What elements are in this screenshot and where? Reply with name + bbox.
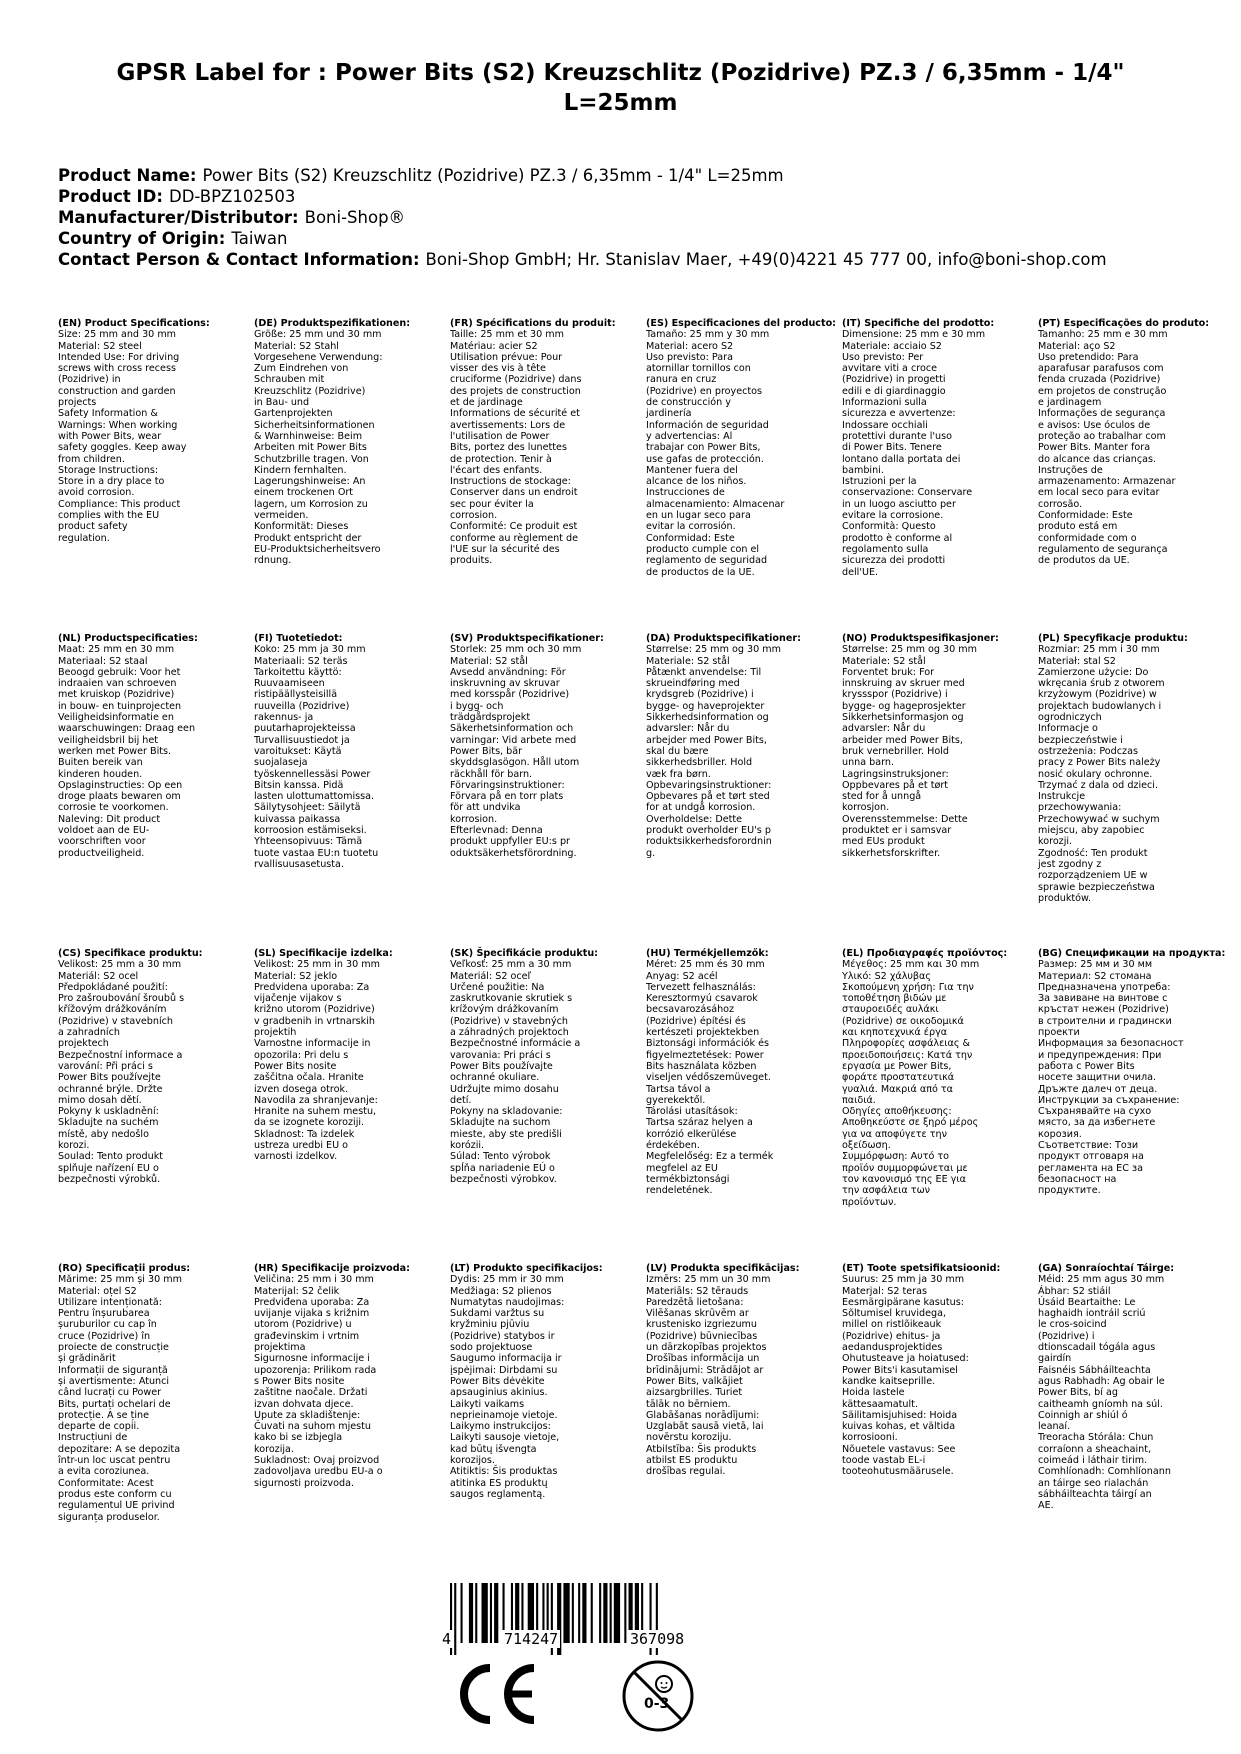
spec-size: Izmērs: 25 mm un 30 mm [646, 1274, 771, 1286]
spec-compliance: Zgodność: Ten produkt jest zgodny z rozporządzeniem UE w sprawie bezpieczeństwa produktów. [1038, 847, 1155, 904]
section-heading: (CS) Specifikace produktu: [58, 948, 203, 959]
spec-material: Materiał: stal S2 [1038, 655, 1116, 667]
spec-safety: Faisnéis Sábháilteachta agus Rabhadh: Ag obair le Power Bits, bí ag caitheamh gníomh na súl. Coinnigh ar shiúl ó leanaí. [1038, 1364, 1165, 1433]
section-heading: (NL) Productspecificaties: [58, 633, 198, 644]
spec-compliance: Overholdelse: Dette produkt overholder EU's p roduktsikkerhedsforordnin g. [646, 813, 772, 859]
section-no [842, 633, 1022, 859]
spec-material: Material: oțel S2 [58, 1285, 137, 1297]
age-warning-graphic [620, 1658, 696, 1734]
spec-material: Material: aço S2 [1038, 340, 1116, 352]
spec-intended-use: Σκοπούμενη χρήση: Για την τοποθέτηση βιδών με σταυροειδές αυλάκι (Pozidrive) σε οικοδομικά και κηποτεχνικά έργα [842, 981, 974, 1039]
spec-size: Storlek: 25 mm och 30 mm [450, 644, 582, 656]
origin-value: Taiwan [231, 229, 288, 248]
spec-intended-use: Eesmärgipärane kasutus: Sõltumisel kruvidega, millel on ristlõikeauk (Pozidrive) ehitus- ja aedandusprojektides [842, 1296, 964, 1354]
spec-compliance: Συμμόρφωση: Αυτό το προϊόν συμμορφώνεται με τον κανονισμό της ΕΕ για την ασφάλεια των προϊόντων. [842, 1151, 968, 1208]
spec-safety: Sikkerhedsinformation og advarsler: Når du arbejder med Power Bits, skal du bære sikkerhedsbriller. Hold væk fra børn. [646, 712, 769, 780]
section-heading: (EL) Προδιαγραφές προϊόντος: [842, 948, 1008, 959]
spec-storage: Navodila za shranjevanje: Hranite na suhem mestu, da se izognete koroziji. [254, 1094, 378, 1129]
manufacturer-value: Boni-Shop® [304, 208, 406, 227]
section-nl [58, 633, 238, 859]
section-heading: (FR) Spécifications du produit: [450, 318, 616, 329]
section-heading: (SV) Produktspecifikationer: [450, 633, 604, 644]
spec-safety: Säkerhetsinformation och varningar: Vid arbete med Power Bits, bär skyddsglasögon. Håll utom räckhåll för barn. [450, 723, 580, 780]
spec-safety: Informations de sécurité et avertissements: Lors de l'utilisation de Power Bits, portez des lunettes de protection. Tenir à l'écart des enfants. [450, 408, 580, 476]
origin-row [58, 228, 1208, 249]
section-heading: (BG) Спецификации на продукта: [1038, 948, 1226, 959]
section-heading: (PT) Especificações do produto: [1038, 318, 1210, 329]
spec-storage: Treoracha Stórála: Chun corraíonn a sheachaint, coimeád i láthair tirim. [1038, 1432, 1154, 1467]
section-sk [450, 948, 630, 1185]
spec-material: Material: S2 Stahl [254, 340, 339, 352]
spec-material: Материал: S2 стомана [1038, 970, 1152, 982]
spec-safety: Informazioni sulla sicurezza e avvertenze: Indossare occhiali protettivi durante l'uso di Power Bits. Tenere lontano dalla portata dei bambini. [842, 397, 961, 476]
spec-safety: Varnostne informacije in opozorila: Pri delu s Power Bits nosite zaščitna očala. Hranite izven dosega otrok. [254, 1038, 371, 1095]
spec-compliance: Skladnost: Ta izdelek ustreza uredbi EU o varnosti izdelkov. [254, 1128, 355, 1163]
page-title: GPSR Label for : Power Bits (S2) Kreuzschlitz (Pozidrive) PZ.3 / 6,35mm - 1/4" L=25mm [116, 60, 1125, 116]
spec-material: Materiaal: S2 staal [58, 655, 148, 667]
spec-compliance: Съответствие: Този продукт отговаря на регламента на ЕС за безопасност на продуктите. [1038, 1140, 1144, 1197]
spec-compliance: Conformidad: Este producto cumple con el reglamento de seguridad de productos de la UE. [646, 532, 768, 578]
section-heading: (GA) Sonraíochtaí Táirge: [1038, 1263, 1175, 1274]
contact-row [58, 249, 1208, 270]
spec-compliance: Atbilstība: Šis produkts atbilst ES produktu drošības regulai. [646, 1443, 757, 1478]
section-heading: (ES) Especificaciones del producto: [646, 318, 837, 329]
spec-intended-use: Úsáid Beartaithe: Le haghaidh iontráil scriú le cros-soicind (Pozidrive) i dtionscadail tógála agus gairdín [1038, 1296, 1156, 1365]
spec-intended-use: Intended Use: For driving screws with cross recess (Pozidrive) in construction and garden projects [58, 351, 180, 409]
spec-safety: Sicherheitsinformationen & Warnhinweise: Beim Arbeiten mit Power Bits Schutzbrille tragen. Von Kindern fernhalten. [254, 419, 375, 476]
spec-intended-use: Paredzētā lietošana: Vilēšanas skrūvēm ar krustenisko izgriezumu (Pozidrive) būvniecības un dārzkopības projektos [646, 1296, 767, 1354]
manufacturer-row [58, 207, 1208, 228]
spec-compliance: Conformitate: Acest produs este conform cu regulamentul UE privind siguranța produselor. [58, 1477, 175, 1523]
section-heading: (SL) Specifikacije izdelka: [254, 948, 393, 959]
spec-safety: Drošības informācija un brīdinājumi: Strādājot ar Power Bits, valkājiet aizsargbrilles. Turiet tālāk no bērniem. [646, 1353, 764, 1410]
section-heading: (DE) Produktspezifikationen: [254, 318, 411, 329]
spec-intended-use: Vorgesehene Verwendung: Zum Eindrehen von Schrauben mit Kreuzschlitz (Pozidrive) in Bau- und Gartenprojekten [254, 351, 383, 420]
spec-storage: Lagerungshinweise: An einem trockenen Ort lagern, um Korrosion zu vermeiden. [254, 476, 368, 522]
spec-compliance: Efterlevnad: Denna produkt uppfyller EU:s pr oduktsäkerhetsförordning. [450, 825, 577, 859]
spec-intended-use: Předpokládané použití: Pro zašroubování šroubů s křížovým drážkováním (Pozidrive) v stavebních a zahradních projektech [58, 981, 185, 1050]
product-id-label: Product ID: [58, 187, 163, 206]
spec-compliance: Conformità: Questo prodotto è conforme al regolamento sulla sicurezza dei prodotti dell'UE. [842, 521, 953, 578]
spec-material: Materiaali: S2 teräs [254, 655, 348, 667]
spec-material: Material: S2 steel [58, 340, 142, 352]
spec-safety: Saugumo informacija ir įspėjimai: Dirbdami su Power Bits dėvėkite apsauginius akinius. Laikyti vaikams neprieinamoje vietoje. [450, 1353, 562, 1421]
section-cs [58, 948, 238, 1185]
spec-compliance: Sukladnost: Ovaj proizvod zadovoljava uredbu EU-a o sigurnosti proizvoda. [254, 1455, 383, 1489]
spec-size: Velikost: 25 mm in 30 mm [254, 959, 380, 971]
spec-size: Tamanho: 25 mm e 30 mm [1038, 329, 1168, 341]
spec-material: Υλικό: S2 χάλυβας [842, 970, 932, 982]
section-pt [1038, 318, 1218, 567]
spec-compliance: Conformité: Ce produit est conforme au règlement de l'UE sur la sécurité des produits. [450, 521, 578, 567]
spec-intended-use: Avsedd användning: För inskruvning av skruvar med korsspår (Pozidrive) i bygg- och trädgårdsprojekt [450, 666, 570, 724]
spec-storage: Laikymo instrukcijos: Laikyti sausoje vietoje, kad būtų išvengta korozijos. [450, 1421, 560, 1467]
spec-safety: Información de seguridad y advertencias: Al trabajar con Power Bits, use gafas de protección. Mantener fuera del alcance de los niños. [646, 419, 769, 488]
product-info [58, 165, 1208, 270]
spec-material: Materiál: S2 oceľ [450, 970, 532, 982]
spec-intended-use: Predvidena uporaba: Za vijačenje vijakov s križno utorom (Pozidrive) v gradbenih in vrtnarskih projektih [254, 981, 375, 1039]
spec-storage: Opbevaringsinstruktioner: Opbevares på et tørt sted for at undgå korrosion. [646, 779, 772, 814]
spec-intended-use: Beoogd gebruik: Voor het indraaien van schroeven met kruiskop (Pozidrive) in bouw- en tuinprojecten [58, 666, 182, 712]
spec-safety: Informacje o bezpieczeństwie i ostrzeżenia: Podczas pracy z Power Bits należy nosić okulary ochronne. Trzymać z dala od dzieci. [1038, 723, 1161, 791]
spec-size: Méret: 25 mm és 30 mm [646, 959, 765, 971]
spec-safety: Biztonsági információk és figyelmeztetések: Power Bits használata közben viseljen védőszemüveget. Tartsa távol a gyerekektől. [646, 1038, 771, 1106]
spec-compliance: Naleving: Dit product voldoet aan de EU- voorschriften voor productveiligheid. [58, 813, 161, 859]
spec-storage: Инструкции за съхранение: Съхранявайте на сухо място, за да избегнете корозия. [1038, 1094, 1180, 1140]
spec-size: Méid: 25 mm agus 30 mm [1038, 1274, 1165, 1286]
spec-safety: Информация за безопасност и предупреждения: При работа с Power Bits носете защитни очила. Дръжте далеч от деца. [1038, 1038, 1184, 1095]
ce-mark-graphic [450, 1663, 540, 1725]
spec-size: Dimensione: 25 mm e 30 mm [842, 329, 986, 341]
spec-compliance: Nõuetele vastavus: See toode vastab EL-i tooteohutusmäärusele. [842, 1443, 956, 1478]
spec-intended-use: Tervezett felhasználás: Keresztormyú csavarok becsavarozásához (Pozidrive) építési és kertészeti projektekben [646, 981, 760, 1039]
spec-compliance: Compliance: This product complies with the EU product safety regulation. [58, 498, 181, 544]
spec-storage: Instruções de armazenamento: Armazenar em local seco para evitar corrosão. [1038, 464, 1176, 510]
section-heading: (SK) Špecifikácie produktu: [450, 948, 599, 959]
spec-storage: Storage Instructions: Store in a dry place to avoid corrosion. [58, 464, 165, 499]
section-heading: (HU) Termékjellemzők: [646, 948, 769, 959]
spec-safety: Veiligheidsinformatie en waarschuwingen: Draag een veiligheidsbril bij het werken met Power Bits. Buiten bereik van kinderen houden. [58, 712, 196, 780]
spec-safety: Informații de siguranță și avertismente: Atunci când lucrați cu Power Bits, purtați ochelari de protecție. A se ține departe de copii. [58, 1364, 171, 1433]
spec-size: Veličina: 25 mm i 30 mm [254, 1274, 374, 1286]
product-id-row [58, 186, 1208, 207]
spec-size: Размер: 25 мм и 30 мм [1038, 959, 1153, 971]
spec-intended-use: Zamierzone użycie: Do wkręcania śrub z otworem krzyżowym (Pozidrive) w projektach budowlanych i ogrodniczych [1038, 666, 1165, 724]
spec-size: Veľkosť: 25 mm a 30 mm [450, 959, 572, 971]
age-range-label: 0-3 [644, 1696, 670, 1712]
spec-material: Materjal: S2 teras [842, 1285, 927, 1297]
spec-storage: Pokyny k uskladnění: Skladujte na suchém místě, aby nedošlo korozi. [58, 1106, 159, 1152]
section-bg [1038, 948, 1226, 1197]
section-en [58, 318, 238, 544]
spec-storage: Instrucțiuni de depozitare: A se depozita într-un loc uscat pentru a evita coroziunea. [58, 1432, 181, 1478]
spec-compliance: Megfelelőség: Ez a termék megfelel az EU termékbiztonsági rendeletének. [646, 1151, 774, 1197]
spec-storage: Pokyny na skladovanie: Skladujte na suchom mieste, aby ste predišli korózii. [450, 1106, 563, 1152]
spec-material: Materijal: S2 čelik [254, 1285, 340, 1297]
product-id-value: DD-BPZ102503 [168, 187, 296, 206]
spec-intended-use: Uso pretendido: Para aparafusar parafusos com fenda cruzada (Pozidrive) em projetos de construção e jardinagem [1038, 351, 1167, 409]
spec-size: Rozmiar: 25 mm i 30 mm [1038, 644, 1160, 656]
section-heading: (LV) Produkta specifikācijas: [646, 1263, 800, 1274]
spec-compliance: Soulad: Tento produkt splňuje nařízení EU o bezpečnosti výrobků. [58, 1151, 164, 1185]
spec-safety: Sigurnosne informacije i upozorenja: Prilikom rada s Power Bits nosite zaštitne naočale. Držati izvan dohvata djece. [254, 1353, 377, 1410]
spec-intended-use: Предназначена употреба: За завиване на винтове с кръстат нежен (Pozidrive) в строителни и градински проекти [1038, 981, 1172, 1039]
spec-size: Mărime: 25 mm și 30 mm [58, 1274, 182, 1286]
spec-compliance: Atitiktis: Šis produktas atitinka ES produktų saugos reglamentą. [450, 1466, 558, 1500]
spec-intended-use: Utilizare intenționată: Pentru înșurubarea șuruburilor cu cap în cruce (Pozidrive) în proiecte de construcție și grădinărit [58, 1296, 169, 1365]
spec-material: Material: acero S2 [646, 340, 734, 352]
spec-compliance: Súlad: Tento výrobok spĺňa nariadenie EÚ o bezpečnosti výrobkov. [450, 1151, 557, 1185]
section-heading: (IT) Specifiche del prodotto: [842, 318, 995, 329]
spec-intended-use: Určené použitie: Na zaskrutkovanie skrutiek s krížovým drážkovaním (Pozidrive) v stavebných a záhradných projektoch [450, 981, 573, 1039]
spec-storage: Säilitamisjuhised: Hoida kuivas kohas, et vältida korrosiooni. [842, 1409, 958, 1444]
spec-intended-use: Predviđena uporaba: Za uvijanje vijaka s križnim utorom (Pozidrive) u građevinskim i vrtnim projektima [254, 1296, 370, 1354]
barcode-digits-left: 714247 [504, 1630, 559, 1648]
spec-safety: Safety Information & Warnings: When working with Power Bits, wear safety goggles. Keep away from children. [58, 408, 187, 465]
spec-compliance: Comhlíonadh: Comhlíonann an táirge seo rialachán sábháilteachta táirgí an AE. [1038, 1466, 1171, 1512]
section-ga [1038, 1263, 1218, 1512]
spec-storage: Tárolási utasítások: Tartsa száraz helyen a korrózió elkerülése érdekében. [646, 1106, 753, 1152]
spec-compliance: Overensstemmelse: Dette produktet er i samsvar med EUs produkt sikkerhetsforskrifter. [842, 813, 968, 859]
spec-material: Matériau: acier S2 [450, 340, 538, 352]
spec-material: Medžiaga: S2 plienos [450, 1285, 552, 1297]
spec-material: Anyag: S2 acél [646, 970, 718, 982]
spec-size: Dydis: 25 mm ir 30 mm [450, 1274, 564, 1286]
spec-material: Material: S2 stål [450, 655, 528, 667]
spec-compliance: Yhteensopivuus: Tämä tuote vastaa EU:n tuotetu rvallisuusasetusta. [254, 836, 379, 870]
spec-material: Materiale: S2 stål [842, 655, 926, 667]
spec-size: Koko: 25 mm ja 30 mm [254, 644, 366, 656]
section-heading: (FI) Tuotetiedot: [254, 633, 343, 644]
section-ro [58, 1263, 238, 1523]
spec-safety: Ohutusteave ja hoiatused: Power Bits'i kasutamisel kandke kaitseprille. Hoida lastele kättesaamatult. [842, 1353, 969, 1410]
manufacturer-label: Manufacturer/Distributor: [58, 208, 299, 227]
barcode-digits [436, 1630, 744, 1652]
spec-storage: Instructions de stockage: Conserver dans un endroit sec pour éviter la corrosion. [450, 476, 578, 522]
spec-storage: Istruzioni per la conservazione: Conservare in un luogo asciutto per evitare la corrosione. [842, 476, 973, 522]
section-lt [450, 1263, 630, 1500]
spec-material: Materiāls: S2 tērauds [646, 1285, 749, 1297]
section-heading: (DA) Produktspecifikationer: [646, 633, 801, 644]
section-sl [254, 948, 434, 1163]
spec-storage: Säilytysohjeet: Säilytä kuivassa paikassa korroosion estämiseksi. [254, 802, 367, 837]
spec-safety: Informações de segurança e avisos: Use óculos de proteção ao trabalhar com Power Bits. Manter fora do alcance das crianças. [1038, 408, 1166, 465]
spec-size: Μέγεθος: 25 mm και 30 mm [842, 959, 980, 971]
section-heading: (RO) Specificații produs: [58, 1263, 191, 1274]
specifications-grid [58, 318, 1238, 1523]
spec-compliance: Konformität: Dieses Produkt entspricht der EU-Produktsicherheitsvero rdnung. [254, 521, 381, 567]
contact-value: Boni-Shop GmbH; Hr. Stanislav Maer, +49(0)4221 45 777 00, info@boni-shop.com [425, 250, 1107, 269]
section-hr [254, 1263, 434, 1489]
section-et [842, 1263, 1022, 1478]
section-it [842, 318, 1022, 578]
spec-material: Ábhar: S2 stiáil [1038, 1285, 1111, 1297]
spec-safety: Πληροφορίες ασφάλειας & προειδοποιήσεις: Κατά την εργασία με Power Bits, φοράτε προστατευτικά γυαλιά. Μακριά από τα παιδιά. [842, 1038, 973, 1106]
spec-size: Tamaño: 25 mm y 30 mm [646, 329, 770, 341]
spec-material: Materiale: S2 stål [646, 655, 730, 667]
spec-safety: Bezpečnostní informace a varování: Při práci s Power Bits používejte ochranné brýle. Držte mimo dosah dětí. [58, 1049, 183, 1106]
spec-material: Material: S2 jeklo [254, 970, 338, 982]
spec-storage: Opslaginstructies: Op een droge plaats bewaren om corrosie te voorkomen. [58, 779, 183, 814]
spec-size: Størrelse: 25 mm og 30 mm [646, 644, 781, 656]
spec-intended-use: Uso previsto: Para atornillar tornillos con ranura en cruz (Pozidrive) en proyectos de construcción y jardinería [646, 351, 763, 420]
section-de [254, 318, 434, 567]
spec-intended-use: Tarkoitettu käyttö: Ruuvaamiseen ristipäällysteisillä ruuveilla (Pozidrive) rakennus- ja puutarhaprojekteissa [254, 666, 356, 735]
section-heading: (ET) Toote spetsifikatsioonid: [842, 1263, 1001, 1274]
section-pl [1038, 633, 1218, 904]
spec-safety: Bezpečnostné informácie a varovania: Pri práci s Power Bits používajte ochranné okuliare. Udržujte mimo dosahu detí. [450, 1038, 581, 1106]
not-for-children-0-3-icon [620, 1658, 696, 1734]
spec-intended-use: Påtænkt anvendelse: Til skrueindføring med krydsgreb (Pozidrive) i bygge- og haveprojekter [646, 666, 765, 712]
section-da [646, 633, 826, 859]
spec-storage: Glabāšanas norādījumi: Uzglabāt sausā vietā, lai novērstu koroziju. [646, 1409, 764, 1444]
spec-intended-use: Utilisation prévue: Pour visser des vis à tête cruciforme (Pozidrive) dans des projets de construction et de jardinage [450, 351, 582, 409]
spec-safety: Sikkerhetsinformasjon og advarsler: Når du arbeider med Power Bits, bruk vernebriller. Hold unna barn. [842, 712, 964, 769]
section-lv [646, 1263, 826, 1478]
barcode-digits-right: 367098 [630, 1630, 685, 1648]
spec-size: Størrelse: 25 mm og 30 mm [842, 644, 977, 656]
ce-mark-icon [450, 1663, 540, 1725]
section-es [646, 318, 837, 578]
spec-storage: Lagringsinstruksjoner: Oppbevares på et tørt sted for å unngå korrosjon. [842, 768, 949, 814]
product-name-label: Product Name: [58, 166, 197, 185]
spec-material: Materiale: acciaio S2 [842, 340, 942, 352]
product-name-value: Power Bits (S2) Kreuzschlitz (Pozidrive) PZ.3 / 6,35mm - 1/4" L=25mm [202, 166, 784, 185]
section-heading: (EN) Product Specifications: [58, 318, 210, 329]
spec-storage: Upute za skladištenje: Čuvati na suhom mjestu kako bi se izbjegla korozija. [254, 1409, 371, 1455]
section-heading: (LT) Produkto specifikacijos: [450, 1263, 603, 1274]
spec-material: Materiál: S2 ocel [58, 970, 139, 982]
spec-storage: Instrucciones de almacenamiento: Almacenar en un lugar seco para evitar la corrosión. [646, 487, 785, 533]
spec-intended-use: Numatytas naudojimas: Sukdami varžtus su kryžminiu pjūviu (Pozidrive) statybos ir sodo projektuose [450, 1296, 565, 1354]
spec-compliance: Conformidade: Este produto está em conformidade com o regulamento de segurança de produtos da UE. [1038, 510, 1168, 567]
section-el [842, 948, 1022, 1208]
spec-intended-use: Forventet bruk: For innskruing av skruer med kryssspor (Pozidrive) i bygge- og hageprosjekter [842, 666, 966, 712]
spec-safety: Turvallisuustiedot ja varoitukset: Käytä suojalaseja työskennellessäsi Power Bitsin kanssa. Pidä lasten ulottumattomissa. [254, 734, 375, 803]
section-heading: (NO) Produktspesifikasjoner: [842, 633, 999, 644]
spec-size: Suurus: 25 mm ja 30 mm [842, 1274, 965, 1286]
contact-label: Contact Person & Contact Information: [58, 250, 420, 269]
spec-intended-use: Uso previsto: Per avvitare viti a croce (Pozidrive) in progetti edili e di giardinaggio [842, 351, 946, 397]
section-hu [646, 948, 826, 1197]
spec-size: Size: 25 mm and 30 mm [58, 329, 177, 341]
spec-size: Taille: 25 mm et 30 mm [450, 329, 564, 341]
spec-storage: Förvaringsinstruktioner: Förvara på en torr plats för att undvika korrosion. [450, 779, 565, 825]
section-heading: (PL) Specyfikacje produktu: [1038, 633, 1188, 644]
spec-size: Velikost: 25 mm a 30 mm [58, 959, 182, 971]
section-heading: (HR) Specifikacije proizvoda: [254, 1263, 410, 1274]
barcode-digit-prefix: 4 [442, 1630, 452, 1648]
spec-storage: Οδηγίες αποθήκευσης: Αποθηκεύστε σε ξηρό μέρος για να αποφύγετε την οξείδωση. [842, 1106, 979, 1152]
section-fi [254, 633, 434, 870]
origin-label: Country of Origin: [58, 229, 226, 248]
product-name-row [58, 165, 1208, 186]
spec-storage: Instrukcje przechowywania: Przechowywać w suchym miejscu, aby zapobiec korozji. [1038, 791, 1160, 848]
section-sv [450, 633, 630, 859]
spec-size: Maat: 25 mm en 30 mm [58, 644, 175, 656]
spec-size: Größe: 25 mm und 30 mm [254, 329, 382, 341]
section-fr [450, 318, 630, 567]
